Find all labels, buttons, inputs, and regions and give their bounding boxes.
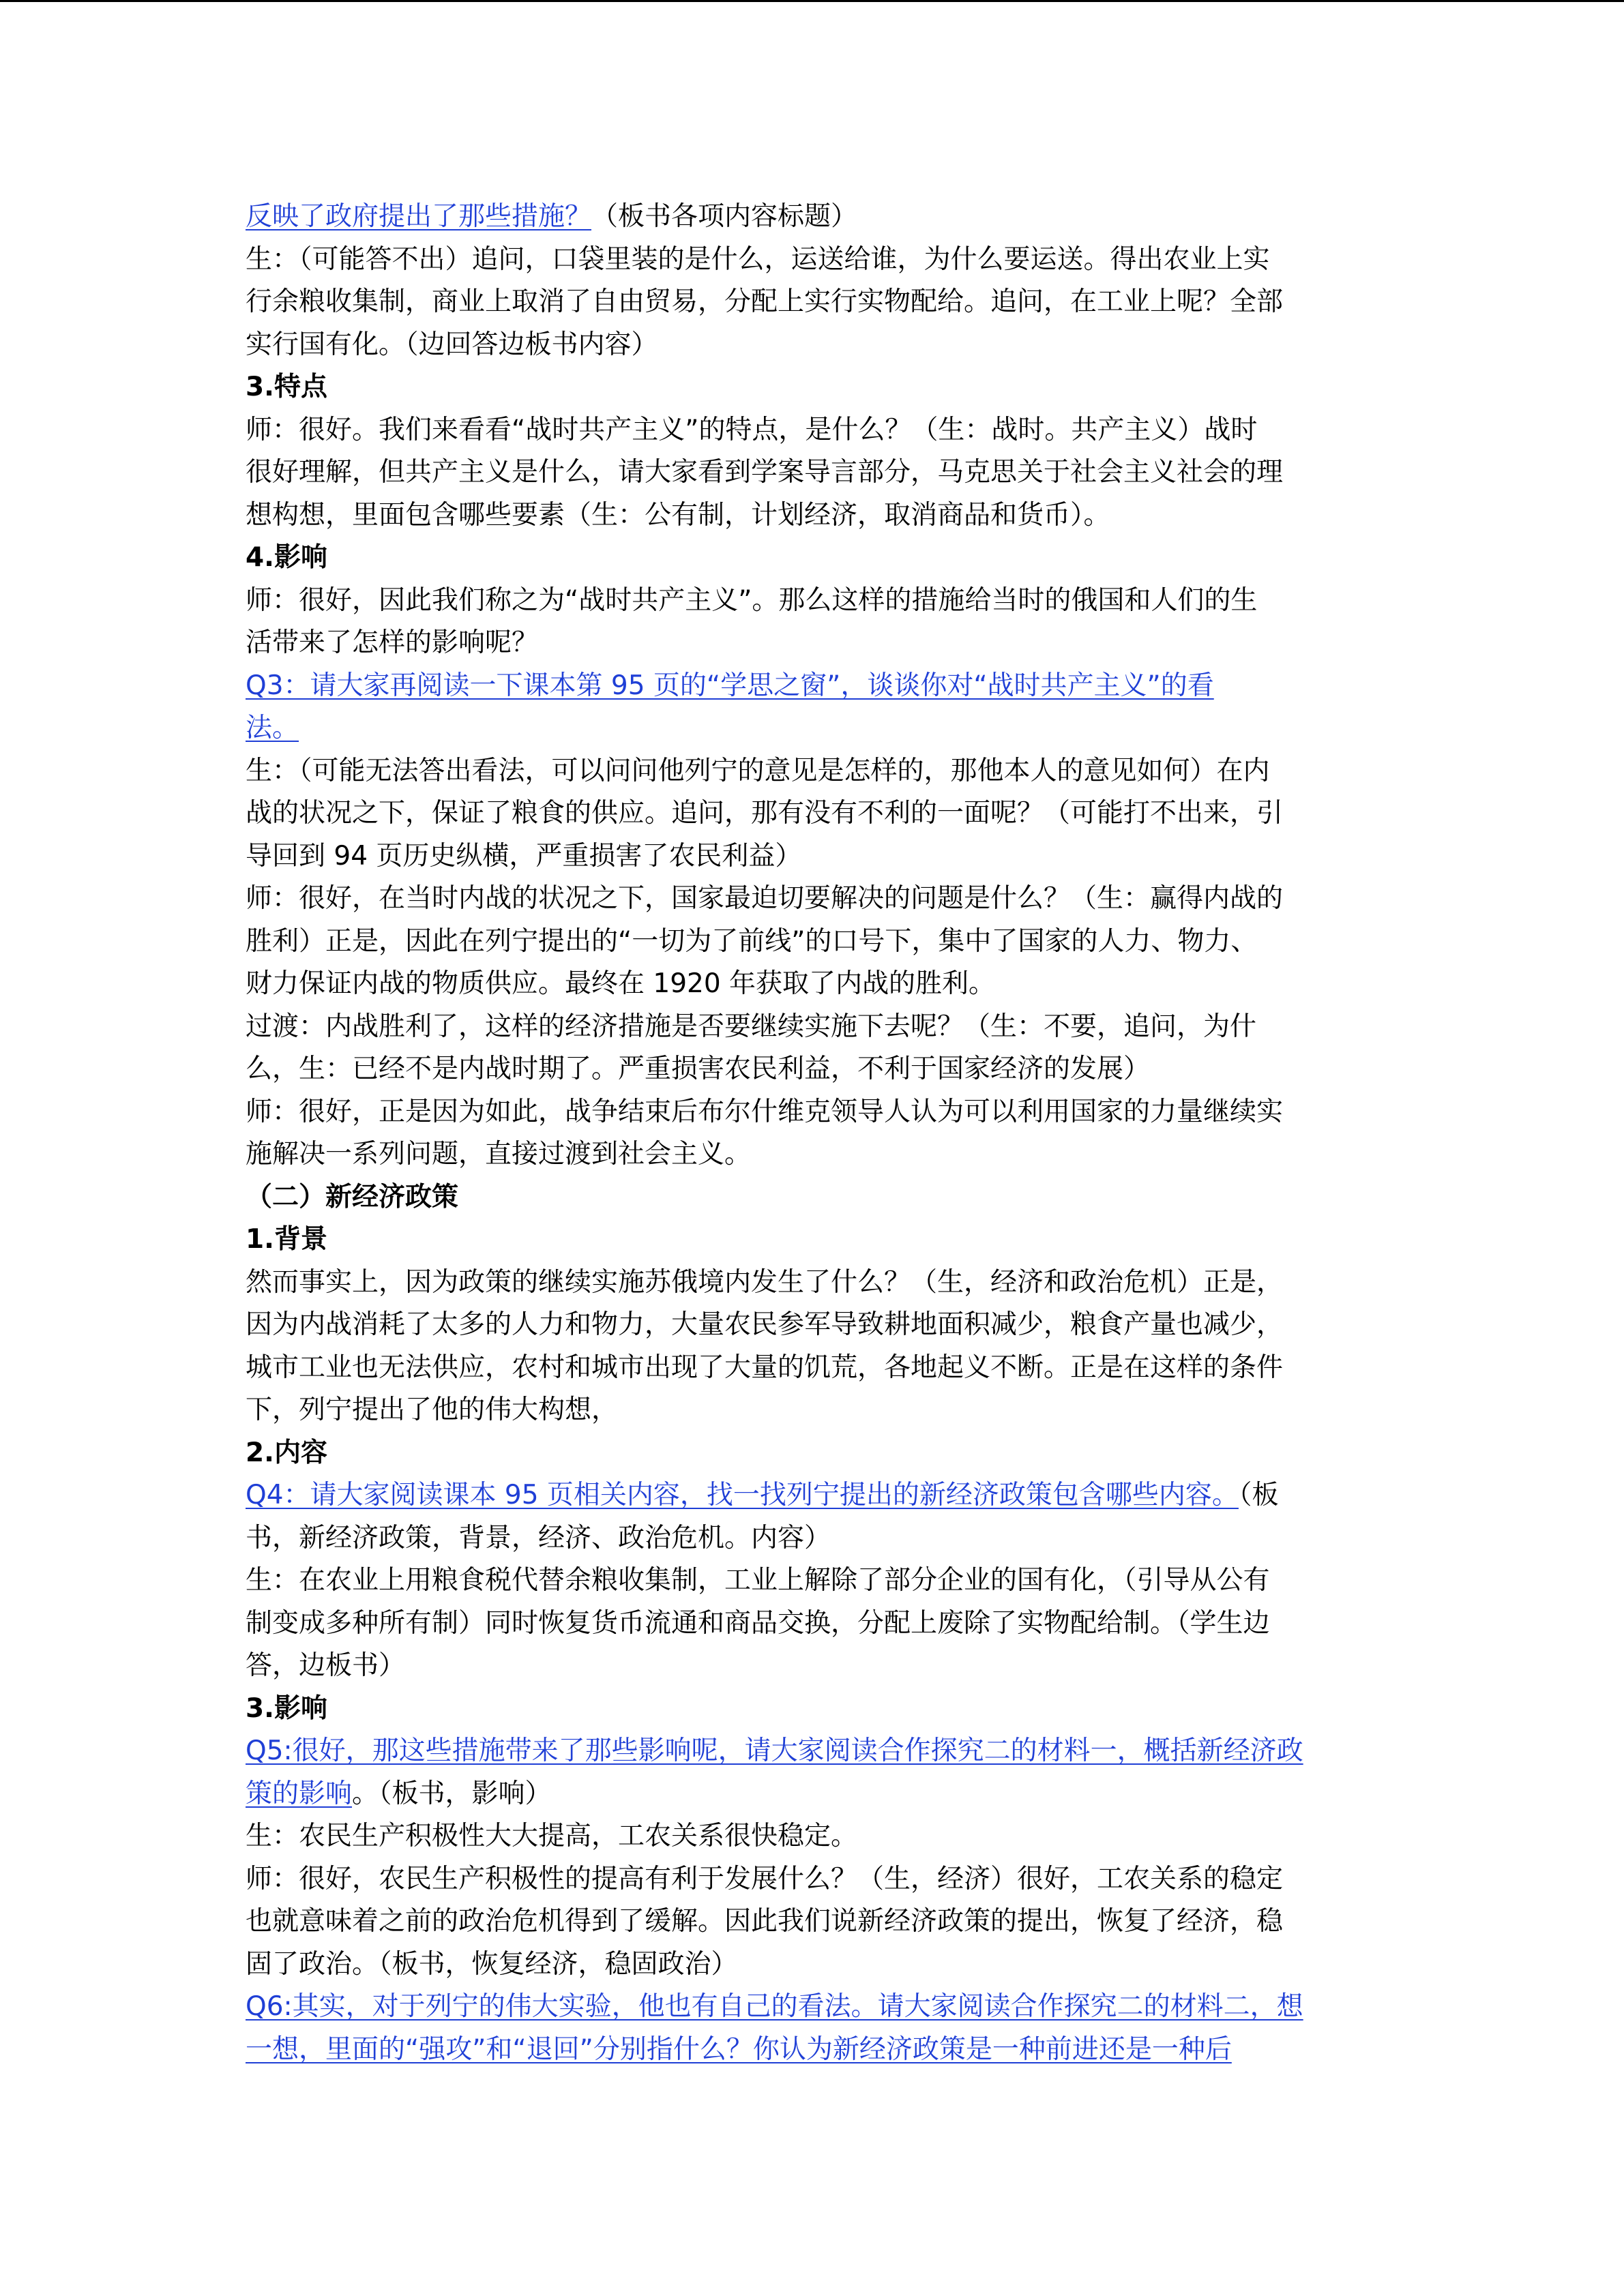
body-text: 师：很好，因此我们称之为“战时共产主义”。那么这样的措施给当时的俄国和人们的生 [246,584,1258,616]
body-text: 财力保证内战的物质供应。最终在 1920 年获取了内战的胜利。 [246,968,996,999]
text-line [246,1645,1381,1688]
question-link[interactable]: Q3：请大家再阅读一下课本第 95 页的“学思之窗”，谈谈你对“战时共产主义”的看 [246,670,1214,701]
text-line [246,1602,1381,1645]
text-line [246,665,1381,708]
body-text: 么，生：已经不是内战时期了。严重损害农民利益，不利于国家经济的发展） [246,1054,1151,1084]
text-line [246,963,1381,1006]
body-text: 答，边板书） [246,1650,406,1681]
body-text: 下，列宁提出了他的伟大构想， [246,1395,619,1425]
text-line [246,835,1381,878]
section-heading: 2.内容 [246,1437,327,1468]
text-line [246,324,1381,367]
text-line [246,409,1381,452]
section-heading: 4.影响 [246,542,327,573]
text-line [246,1006,1381,1049]
text-line [246,1688,1381,1731]
body-text: 书，新经济政策，背景，经济、政治危机。内容） [246,1522,831,1553]
text-line [246,2029,1381,2072]
body-text: 然而事实上，因为政策的继续实施苏俄境内发生了什么？（生，经济和政治危机）正是， [246,1266,1284,1298]
text-line [246,494,1381,537]
section-heading: 1.背景 [246,1224,327,1255]
text-line [246,196,1381,239]
text-line [246,1474,1381,1517]
body-text: 生：（可能无法答出看法，可以问问他列宁的意见是怎样的，那他本人的意见如何）在内 [246,755,1270,786]
body-text: （板书各项内容标题） [591,201,858,232]
body-text: 很好理解，但共产主义是什么，请大家看到学案导言部分，马克思关于社会主义社会的理 [246,457,1284,488]
section-heading: 3.特点 [246,372,327,402]
body-text: 师：很好。我们来看看“战时共产主义”的特点，是什么？（生：战时。共产主义）战时 [246,414,1258,445]
text-line [246,239,1381,282]
text-line [246,1730,1381,1773]
body-text: 胜利）正是，因此在列宁提出的“一切为了前线”的口号下，集中了国家的人力、物力、 [246,925,1258,957]
body-text: 固了政治。（板书，恢复经济，稳固政治） [246,1948,738,1980]
text-line [246,281,1381,324]
body-text: 战的状况之下，保证了粮食的供应。追问，那有没有不利的一面呢？（可能打不出来，引 [246,798,1284,829]
body-text: 。（板书，影响） [352,1778,552,1809]
text-line [246,921,1381,964]
text-line [246,1986,1381,2029]
text-line [246,1219,1381,1262]
text-line [246,451,1381,494]
text-line [246,878,1381,921]
body-text: 制变成多种所有制）同时恢复货币流通和商品交换，分配上废除了实物配给制。（学生边 [246,1607,1270,1639]
lesson-plan-text [246,196,1381,2071]
text-line [246,707,1381,750]
question-link[interactable]: Q5:很好，那这些措施带来了那些影响呢，请大家阅读合作探究二的材料一，概括新经济政 [246,1735,1303,1766]
question-link[interactable]: Q4：请大家阅读课本 95 页相关内容，找一找列宁提出的新经济政策包含哪些内容。 [246,1480,1239,1510]
text-line [246,1943,1381,1986]
text-line [246,1815,1381,1858]
text-line [246,1389,1381,1432]
text-line [246,1133,1381,1176]
text-line [246,1262,1381,1304]
text-line [246,1176,1381,1219]
body-text: 城市工业也无法供应，农村和城市出现了大量的饥荒，各地起义不断。正是在这样的条件 [246,1352,1284,1383]
text-line [246,1560,1381,1602]
text-line [246,1048,1381,1091]
text-line [246,792,1381,835]
body-text: 生：（可能答不出）追问，口袋里装的是什么，运送给谁，为什么要运送。得出农业上实 [246,243,1270,275]
question-link[interactable]: 法。 [246,713,299,743]
body-text: （板 [1238,1480,1279,1510]
question-link[interactable]: 反映了政府提出了那些措施？ [246,201,592,232]
body-text: 导回到 94 页历史纵横，严重损害了农民利益） [246,840,802,871]
body-text: 师：很好，正是因为如此，战争结束后布尔什维克领导人认为可以利用国家的力量继续实 [246,1096,1284,1127]
text-line [246,537,1381,580]
text-line [246,1304,1381,1347]
section-heading: 3.影响 [246,1693,327,1724]
text-line [246,1858,1381,1901]
text-line [246,580,1381,623]
text-line [246,1900,1381,1943]
text-line [246,1091,1381,1134]
body-text: 实行国有化。（边回答边板书内容） [246,329,658,360]
body-text: 行余粮收集制，商业上取消了自由贸易，分配上实行实物配给。追问，在工业上呢？全部 [246,286,1284,317]
body-text: 活带来了怎样的影响呢？ [246,627,539,658]
question-link[interactable]: 策的影响 [246,1778,353,1809]
body-text: 过渡：内战胜利了，这样的经济措施是否要继续实施下去呢？（生：不要，追问，为什 [246,1011,1257,1042]
body-text: 生：农民生产积极性大大提高，工农关系很快稳定。 [246,1821,858,1851]
question-link[interactable]: 一想，里面的“强攻”和“退回”分别指什么？你认为新经济政策是一种前进还是一种后 [246,2033,1232,2065]
body-text: 想构想，里面包含哪些要素（生：公有制，计划经济，取消商品和货币）。 [246,499,1110,531]
text-line [246,622,1381,665]
text-line [246,1517,1381,1560]
text-line [246,1347,1381,1390]
body-text: 师：很好，农民生产积极性的提高有利于发展什么？（生，经济）很好，工农关系的稳定 [246,1863,1284,1894]
text-line [246,366,1381,409]
body-text: 因为内战消耗了太多的人力和物力，大量农民参军导致耕地面积减少，粮食产量也减少， [246,1309,1284,1340]
text-line [246,1432,1381,1475]
question-link[interactable]: Q6:其实，对于列宁的伟大实验，他也有自己的看法。请大家阅读合作探究二的材料二，想 [246,1991,1303,2022]
body-text: 也就意味着之前的政治危机得到了缓解。因此我们说新经济政策的提出，恢复了经济，稳 [246,1906,1284,1937]
text-line [246,750,1381,793]
body-text: 生：在农业上用粮食税代替余粮收集制，工业上解除了部分企业的国有化，（引导从公有 [246,1565,1270,1596]
body-text: 施解决一系列问题，直接过渡到社会主义。 [246,1139,752,1169]
body-text: 师：很好，在当时内战的状况之下，国家最迫切要解决的问题是什么？（生：赢得内战的 [246,883,1284,914]
text-line [246,1773,1381,1816]
section-heading: （二）新经济政策 [246,1181,459,1212]
